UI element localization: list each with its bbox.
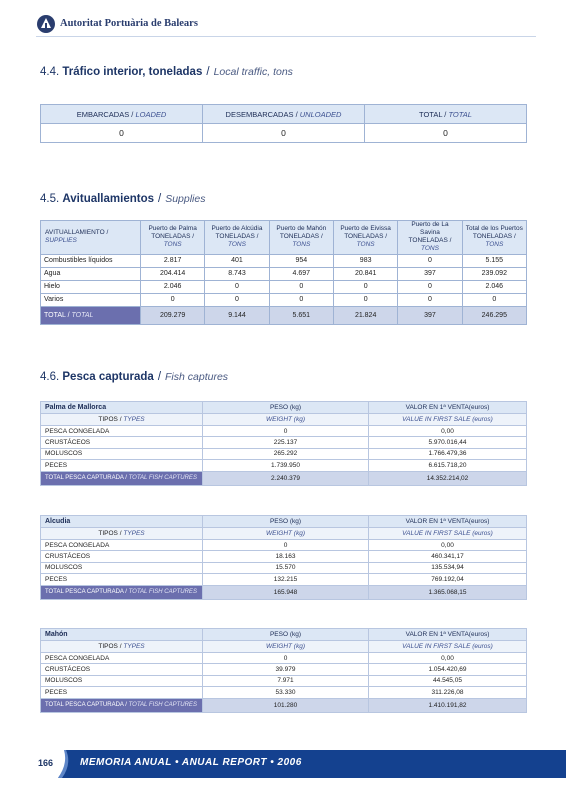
type-label: MOLUSCOS bbox=[41, 448, 203, 459]
type-label: PESCA CONGELADA bbox=[41, 540, 203, 551]
table-row bbox=[41, 574, 527, 585]
row-label: Agua bbox=[41, 267, 141, 280]
cell-value: 0 bbox=[205, 293, 269, 306]
sale-value: 1.054.420,69 bbox=[369, 664, 527, 675]
section-title-4-4: 4.4. Tráfico interior, toneladas / Local traffic, tons bbox=[40, 66, 293, 78]
sale-value: 769.192,04 bbox=[369, 574, 527, 585]
type-label: PECES bbox=[41, 574, 203, 585]
table-subheader-row bbox=[41, 641, 527, 653]
footer-title: MEMORIA ANUAL • ANUAL REPORT • 2006 bbox=[80, 757, 302, 768]
port-column-header: Puerto de Alcúdia TONELADAS / TONS bbox=[205, 221, 269, 255]
sale-value: 5.970.016,44 bbox=[369, 437, 527, 448]
table-header-row bbox=[41, 221, 527, 255]
weight-value: 18.163 bbox=[203, 551, 369, 562]
fish-captures-table-alcudia bbox=[40, 515, 527, 600]
section-title-4-5: 4.5. Avituallamientos / Supplies bbox=[40, 193, 206, 205]
total-value: 397 bbox=[398, 306, 462, 324]
cell-value: 0 bbox=[333, 293, 397, 306]
type-label: CRUSTÁCEOS bbox=[41, 551, 203, 562]
table-row bbox=[41, 293, 527, 306]
cell-value: 401 bbox=[205, 254, 269, 267]
col-loaded-header: EMBARCADAS / LOADED bbox=[41, 105, 203, 124]
cell-value: 0 bbox=[269, 293, 333, 306]
type-label: MOLUSCOS bbox=[41, 675, 203, 686]
row-label: Varios bbox=[41, 293, 141, 306]
port-column-header: Puerto de Eivissa TONELADAS / TONS bbox=[333, 221, 397, 255]
total-weight: 165.948 bbox=[203, 585, 369, 599]
type-label: PECES bbox=[41, 460, 203, 471]
cell-value: 0 bbox=[205, 280, 269, 293]
cell-value: 0 bbox=[398, 280, 462, 293]
value-header-en: VALUE IN FIRST SALE (euros) bbox=[369, 528, 527, 540]
table-row bbox=[41, 675, 527, 686]
types-header: TIPOS / TYPES bbox=[41, 641, 203, 653]
total-value: 14.352.214,02 bbox=[369, 471, 527, 485]
weight-value: 0 bbox=[203, 540, 369, 551]
cell-value: 954 bbox=[269, 254, 333, 267]
port-name: Alcudia bbox=[41, 516, 203, 528]
cell-value: 397 bbox=[398, 267, 462, 280]
weight-value: 132.215 bbox=[203, 574, 369, 585]
sale-value: 1.766.479,36 bbox=[369, 448, 527, 459]
port-column-header: Puerto de Mahón TONELADAS / TONS bbox=[269, 221, 333, 255]
weight-header: PESO (kg) bbox=[203, 402, 369, 414]
table-row bbox=[41, 426, 527, 437]
type-label: MOLUSCOS bbox=[41, 562, 203, 573]
type-label: CRUSTÁCEOS bbox=[41, 437, 203, 448]
value-header: VALOR EN 1ª VENTA(euros) bbox=[369, 516, 527, 528]
supply-type-header: AVITUALLAMIENTO / SUPPLIES bbox=[41, 221, 141, 255]
weight-value: 15.570 bbox=[203, 562, 369, 573]
total-value: 1.365.068,15 bbox=[369, 585, 527, 599]
sale-value: 6.615.718,20 bbox=[369, 460, 527, 471]
cell-value: 4.697 bbox=[269, 267, 333, 280]
type-label: CRUSTÁCEOS bbox=[41, 664, 203, 675]
total-value: 5.651 bbox=[269, 306, 333, 324]
total-label: TOTAL PESCA CAPTURADA / TOTAL FISH CAPTURES bbox=[41, 698, 203, 712]
types-header: TIPOS / TYPES bbox=[41, 414, 203, 426]
local-traffic-table bbox=[40, 104, 527, 143]
weight-value: 0 bbox=[203, 426, 369, 437]
table-row bbox=[41, 551, 527, 562]
row-label: Combustibles líquidos bbox=[41, 254, 141, 267]
cell-value: 0 bbox=[462, 293, 526, 306]
page-header bbox=[36, 14, 536, 34]
value-header-en: VALUE IN FIRST SALE (euros) bbox=[369, 414, 527, 426]
value-header: VALOR EN 1ª VENTA(euros) bbox=[369, 402, 527, 414]
port-column-header: Puerto de La Savina TONELADAS / TONS bbox=[398, 221, 462, 255]
cell-value: 0 bbox=[398, 293, 462, 306]
table-row bbox=[41, 280, 527, 293]
sale-value: 460.341,17 bbox=[369, 551, 527, 562]
weight-header: PESO (kg) bbox=[203, 516, 369, 528]
table-row bbox=[41, 540, 527, 551]
supplies-table bbox=[40, 220, 527, 325]
table-row bbox=[41, 653, 527, 664]
port-authority-logo-icon bbox=[36, 14, 56, 34]
type-label: PESCA CONGELADA bbox=[41, 426, 203, 437]
header-divider bbox=[36, 36, 536, 37]
weight-value: 1.739.950 bbox=[203, 460, 369, 471]
port-name: Mahón bbox=[41, 629, 203, 641]
sale-value: 135.534,94 bbox=[369, 562, 527, 573]
total-value: 21.824 bbox=[333, 306, 397, 324]
table-header-row bbox=[41, 516, 527, 528]
weight-header: PESO (kg) bbox=[203, 629, 369, 641]
weight-value: 265.292 bbox=[203, 448, 369, 459]
fish-captures-table-palma bbox=[40, 401, 527, 486]
cell-value: 239.092 bbox=[462, 267, 526, 280]
port-column-header: Total de los Puertos TONELADAS / TONS bbox=[462, 221, 526, 255]
sale-value: 311.226,08 bbox=[369, 687, 527, 698]
total-row bbox=[41, 471, 527, 485]
value-header-en: VALUE IN FIRST SALE (euros) bbox=[369, 641, 527, 653]
page-number: 166 bbox=[38, 758, 54, 768]
weight-header-en: WEIGHT (kg) bbox=[203, 641, 369, 653]
total-weight: 101.280 bbox=[203, 698, 369, 712]
weight-header-en: WEIGHT (kg) bbox=[203, 528, 369, 540]
table-row bbox=[41, 562, 527, 573]
weight-value: 0 bbox=[203, 653, 369, 664]
total-label: TOTAL / TOTAL bbox=[41, 306, 141, 324]
cell-value: 20.841 bbox=[333, 267, 397, 280]
total-weight: 2.240.379 bbox=[203, 471, 369, 485]
total-value: 9.144 bbox=[205, 306, 269, 324]
cell-value: 2.817 bbox=[141, 254, 205, 267]
weight-value: 39.979 bbox=[203, 664, 369, 675]
fish-captures-table-mahon bbox=[40, 628, 527, 713]
unloaded-value: 0 bbox=[203, 124, 365, 143]
value-header: VALOR EN 1ª VENTA(euros) bbox=[369, 629, 527, 641]
table-subheader-row bbox=[41, 528, 527, 540]
cell-value: 2.046 bbox=[141, 280, 205, 293]
types-header: TIPOS / TYPES bbox=[41, 528, 203, 540]
cell-value: 8.743 bbox=[205, 267, 269, 280]
total-row bbox=[41, 585, 527, 599]
cell-value: 0 bbox=[141, 293, 205, 306]
total-row bbox=[41, 306, 527, 324]
weight-value: 53.330 bbox=[203, 687, 369, 698]
table-row bbox=[41, 460, 527, 471]
sale-value: 0,00 bbox=[369, 653, 527, 664]
loaded-value: 0 bbox=[41, 124, 203, 143]
col-total-header: TOTAL / TOTAL bbox=[365, 105, 527, 124]
table-row bbox=[41, 254, 527, 267]
table-row bbox=[41, 124, 527, 143]
table-row bbox=[41, 267, 527, 280]
cell-value: 5.155 bbox=[462, 254, 526, 267]
table-header-row bbox=[41, 402, 527, 414]
total-value: 246.295 bbox=[462, 306, 526, 324]
section-title-4-6: 4.6. Pesca capturada / Fish captures bbox=[40, 371, 229, 383]
total-value: 0 bbox=[365, 124, 527, 143]
total-value: 209.279 bbox=[141, 306, 205, 324]
weight-value: 7.971 bbox=[203, 675, 369, 686]
total-label: TOTAL PESCA CAPTURADA / TOTAL FISH CAPTURES bbox=[41, 585, 203, 599]
cell-value: 0 bbox=[333, 280, 397, 293]
type-label: PESCA CONGELADA bbox=[41, 653, 203, 664]
total-value: 1.410.191,82 bbox=[369, 698, 527, 712]
table-row bbox=[41, 437, 527, 448]
cell-value: 0 bbox=[398, 254, 462, 267]
cell-value: 204.414 bbox=[141, 267, 205, 280]
sale-value: 44.545,05 bbox=[369, 675, 527, 686]
port-name: Palma de Mallorca bbox=[41, 402, 203, 414]
cell-value: 0 bbox=[269, 280, 333, 293]
total-row bbox=[41, 698, 527, 712]
table-row bbox=[41, 448, 527, 459]
type-label: PECES bbox=[41, 687, 203, 698]
port-column-header: Puerto de Palma TONELADAS / TONS bbox=[141, 221, 205, 255]
table-subheader-row bbox=[41, 414, 527, 426]
table-row bbox=[41, 664, 527, 675]
row-label: Hielo bbox=[41, 280, 141, 293]
sale-value: 0,00 bbox=[369, 540, 527, 551]
weight-value: 225.137 bbox=[203, 437, 369, 448]
cell-value: 2.046 bbox=[462, 280, 526, 293]
organization-name: Autoritat Portuària de Balears bbox=[60, 18, 198, 29]
table-row bbox=[41, 687, 527, 698]
table-header-row bbox=[41, 629, 527, 641]
table-header-row bbox=[41, 105, 527, 124]
cell-value: 983 bbox=[333, 254, 397, 267]
sale-value: 0,00 bbox=[369, 426, 527, 437]
col-unloaded-header: DESEMBARCADAS / UNLOADED bbox=[203, 105, 365, 124]
total-label: TOTAL PESCA CAPTURADA / TOTAL FISH CAPTURES bbox=[41, 471, 203, 485]
weight-header-en: WEIGHT (kg) bbox=[203, 414, 369, 426]
